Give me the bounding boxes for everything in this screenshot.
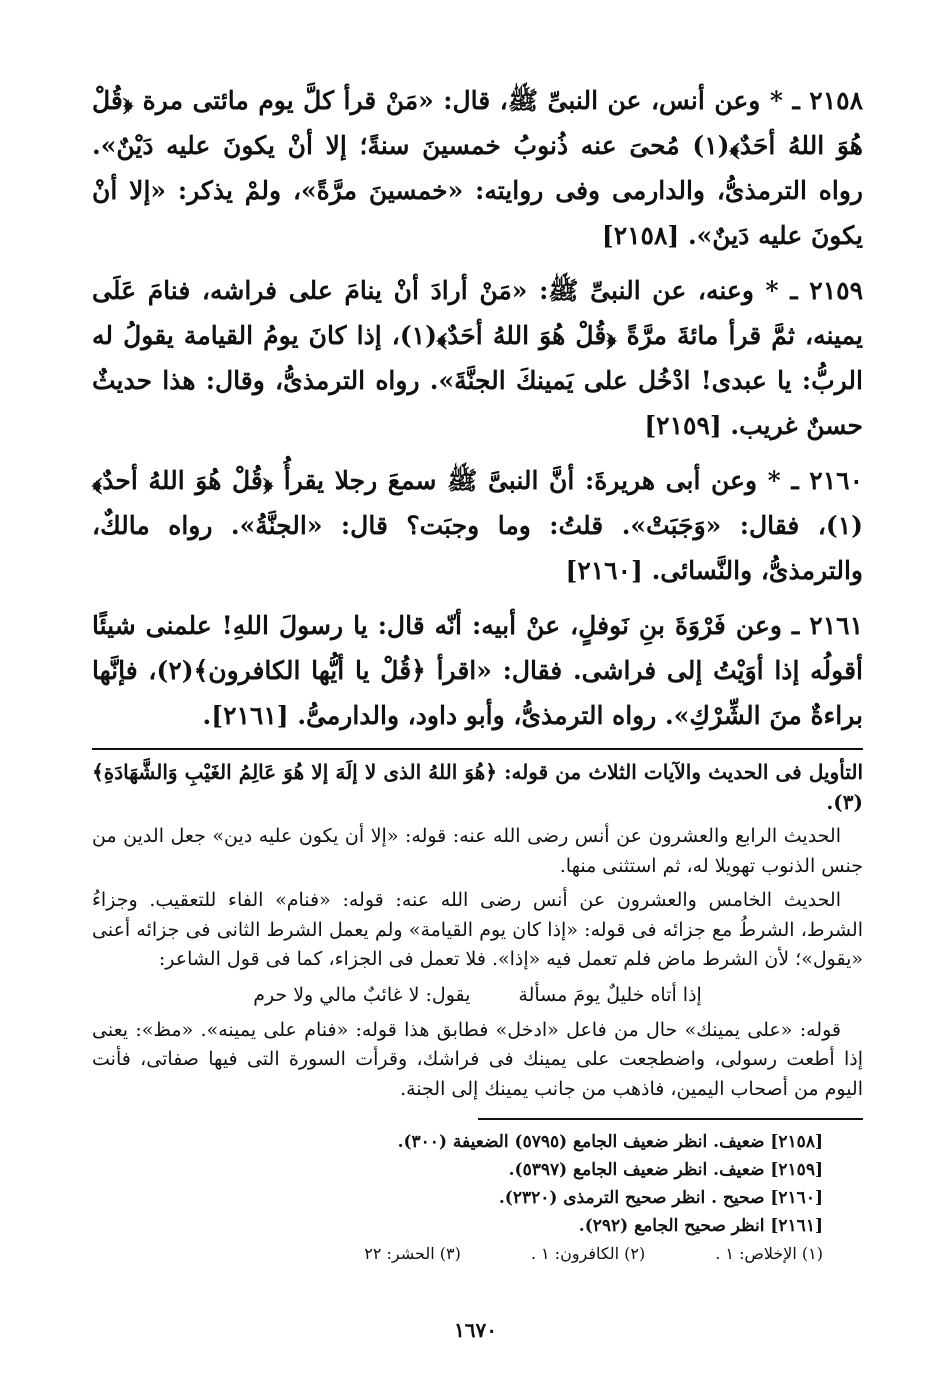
- footnote-ref-2158: [٢١٥٨] ضعيف. انظر ضعيف الجامع (٥٧٩٥) الضعيفة (٣٠٠).: [397, 1132, 823, 1152]
- commentary-divider: [92, 748, 863, 750]
- verse-first-hemistich: إذا أتاه خليلٌ يومَ مسألة: [518, 983, 702, 1006]
- verse-ref-2: (٢) الكافرون: ١ .: [530, 1244, 646, 1263]
- verse-ref-3: (٣) الحشر: ٢٢: [364, 1244, 461, 1263]
- footnote-divider: [478, 1118, 864, 1120]
- hadith-2160: ٢١٦٠ ـ * وعن أبى هريرةَ: أنَّ النبىَّ ﷺ سمعَ رجلا يقرأُ ﴿قُلْ هُوَ اللهُ أحدٌ﴾(١)، فقال: «وَجَبَتْ». قلتُ: وما وجبَت؟ قال: «الجنَّةُ». رواه مالكٌ، والترمذىُّ، والنَّسائى. [٢١٦٠]: [92, 466, 863, 585]
- footnotes: [92, 1128, 863, 1268]
- commentary-paragraph-1: الحديث الرابع والعشرون عن أنس رضى الله عنه: قوله: «إلا أن يكون عليه دين» جعل الدين من جنس الذنوب تهويلا له، ثم استثنى منها.: [92, 825, 863, 877]
- footnote-ref-2159: [٢١٥٩] ضعيف. انظر ضعيف الجامع (٥٣٩٧).: [508, 1160, 823, 1180]
- hadith-2158: ٢١٥٨ ـ * وعن أنس، عن النبىِّ ﷺ، قال: «مَنْ قرأ كلَّ يوم مائتى مرة ﴿قُلْ هُوَ اللهُ أحَدٌ﴾(١) مُحىَ عنه ذُنوبُ خمسينَ سنةً؛ إلا أنْ يكونَ عليه دَيْنٌ». رواه الترمذىُّ، والدارمى وفى روايته: «خمسينَ مرَّةً»، ولمْ يذكر: «إلا أنْ يكونَ عليه دَينٌ». [٢١٥٨]: [92, 86, 863, 250]
- hadith-2159: ٢١٥٩ ـ * وعنه، عن النبىِّ ﷺ: «مَنْ أرادَ أنْ ينامَ على فراشه، فنامَ عَلَى يمينه، ثمَّ قرأ مائةَ مرَّةً ﴿قُلْ هُوَ اللهُ أحَدٌ﴾(١)، إذا كانَ يومُ القيامة يقولُ له الربُّ: يا عبدى! ادْخُل على يَمينكَ الجنَّةَ». رواه الترمذىُّ، وقال: هذا حديثٌ حسنٌ غريب. [٢١٥٩]: [92, 276, 863, 440]
- verse-references: [92, 1240, 823, 1268]
- verse-second-hemistich: يقول: لا غائبٌ مالي ولا حرم: [253, 983, 471, 1006]
- footnote-ref-2161: [٢١٦١] انظر صحيح الجامع (٢٩٢).: [578, 1216, 823, 1236]
- commentary-section: [92, 758, 863, 1104]
- page-number: ١٦٧٠: [454, 1318, 497, 1342]
- footnote-ref-2160: [٢١٦٠] صحيح . انظر صحيح الترمذى (٢٣٢٠).: [498, 1188, 823, 1208]
- commentary-paragraph-2: الحديث الخامس والعشرون عن أنس رضى الله عنه: قوله: «فنام» الفاء للتعقيب. وجزاءُ الشرط، الشرطُ مع جزائه فى قوله: «إذا كان يوم القيامة» ولم يعمل الشرط الثانى فى جزائه أعنى «يقول»؛ لأن الشرط ماض فلم تعمل فيه «إذا». فلا تعمل فى الجزاء، كما فى قول الشاعر:: [92, 889, 863, 970]
- hadith-2161: ٢١٦١ ـ وعن فَرْوَةَ بنِ نَوفلٍ، عنْ أبيه: أنّه قال: يا رسولَ اللهِ! علمنى شيئًا أقولُه إذا أوَيْتُ إلى فراشى. فقال: «اقرأ ﴿قُلْ يا أيُّها الكافرون﴾(٢)، فإنَّها براءةٌ منَ الشِّرْكِ». رواه الترمذىُّ، وأبو داود، والدارمىُّ. [٢١٦١].: [92, 611, 863, 730]
- commentary-paragraph-3: قوله: «على يمينك» حال من فاعل «ادخل» فطابق هذا قوله: «فنام على يمينه». «مظ»: يعنى إذا أطعت رسولى، واضطجعت على يمينك فى فراشك، وقرأت السورة التى فيها صفاتى، فأنت اليوم من أصحاب اليمين، فاذهب من جانب يمينك إلى الجنة.: [92, 1018, 863, 1100]
- poetry-verse: [92, 980, 863, 1010]
- verse-ref-1: (١) الإخلاص: ١ .: [715, 1244, 823, 1263]
- commentary-heading: التأويل فى الحديث والآيات الثلاث من قوله: ﴿هُوَ اللهُ الذى لا إلَهَ إلا هُوَ عَالِمُ الغَيْبِ وَالشَّهَادَةِ﴾(٣).: [92, 760, 863, 814]
